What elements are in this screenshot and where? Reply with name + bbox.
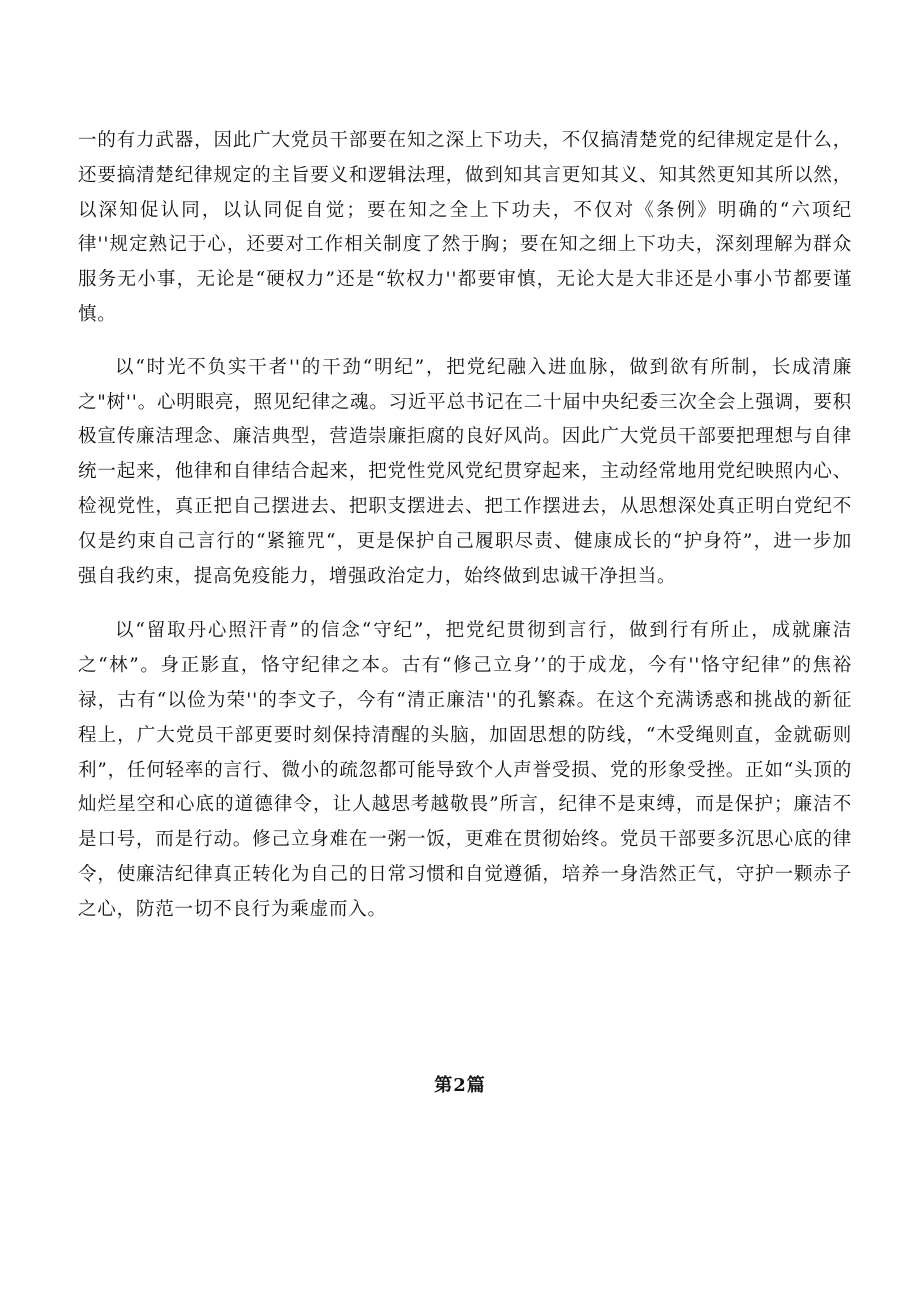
document-body (78, 124, 852, 928)
paragraph-1: 一的有力武器，因此广大党员干部要在知之深上下功夫，不仅搞清楚党的纪律规定是什么，还要搞清楚纪律规定的主旨要义和逻辑法理，做到知其言更知其义、知其然更知其所以然，以深知促认同，以认同促自觉；要在知之全上下功夫，不仅对《条例》明确的“六项纪律''规定熟记于心，还要对工作相关制度了然于胸；要在知之细上下功夫，深刻理解为群众服务无小事，无论是“硬权力”还是“软权力''都要审慎，无论大是大非还是小事小节都要谨慎。 (78, 130, 852, 325)
paragraph-2: 以“时光不负实干者''的干劲“明纪”，把党纪融入进血脉，做到欲有所制，长成清廉之"树''。心明眼亮，照见纪律之魂。习近平总书记在二十届中央纪委三次全会上强调，要积极宣传廉洁理念、廉洁典型，营造崇廉拒腐的良好风尚。因此广大党员干部要把理想与自律统一起来，他律和自律结合起来，把党性党风党纪贯穿起来，主动经常地用党纪映照内心、检视党性，真正把自己摆进去、把职支摆进去、把工作摆进去，从思想深处真正明白党纪不仅是约束自己言行的“紧箍咒“，更是保护自己履职尽责、健康成长的“护身符”，进一步加强自我约束，提高免疫能力，增强政治定力，始终做到忠诚干净担当。 (78, 356, 852, 587)
paragraph-3: 以“留取丹心照汗青”的信念“守纪”，把党纪贯彻到言行，做到行有所止，成就廉洁之“林”。身正影直，恪守纪律之本。古有“修己立身’’的于成龙，今有''恪守纪律”的焦裕禄，古有“以俭为荣''的李文子，今有“清正廉洁''的孔繁森。在这个充满诱惑和挑战的新征程上，广大党员干部更要时刻保持清醒的头脑，加固思想的防线，“木受绳则直，金就砺则利”，任何轻率的言行、微小的疏忽都可能导致个人声誉受损、党的形象受挫。正如“头顶的灿烂星空和心底的道德律令，让人越思考越敬畏”所言，纪律不是束缚，而是保护；廉洁不是口号，而是行动。修己立身难在一粥一饭，更难在贯彻始终。党员干部要多沉思心底的律令，使廉洁纪律真正转化为自己的日常习惯和自觉遵循，培养一身浩然正气，守护一颗赤子之心，防范一切不良行为乘虚而入。 (78, 620, 852, 920)
section-heading: 第2篇 (434, 1075, 486, 1096)
